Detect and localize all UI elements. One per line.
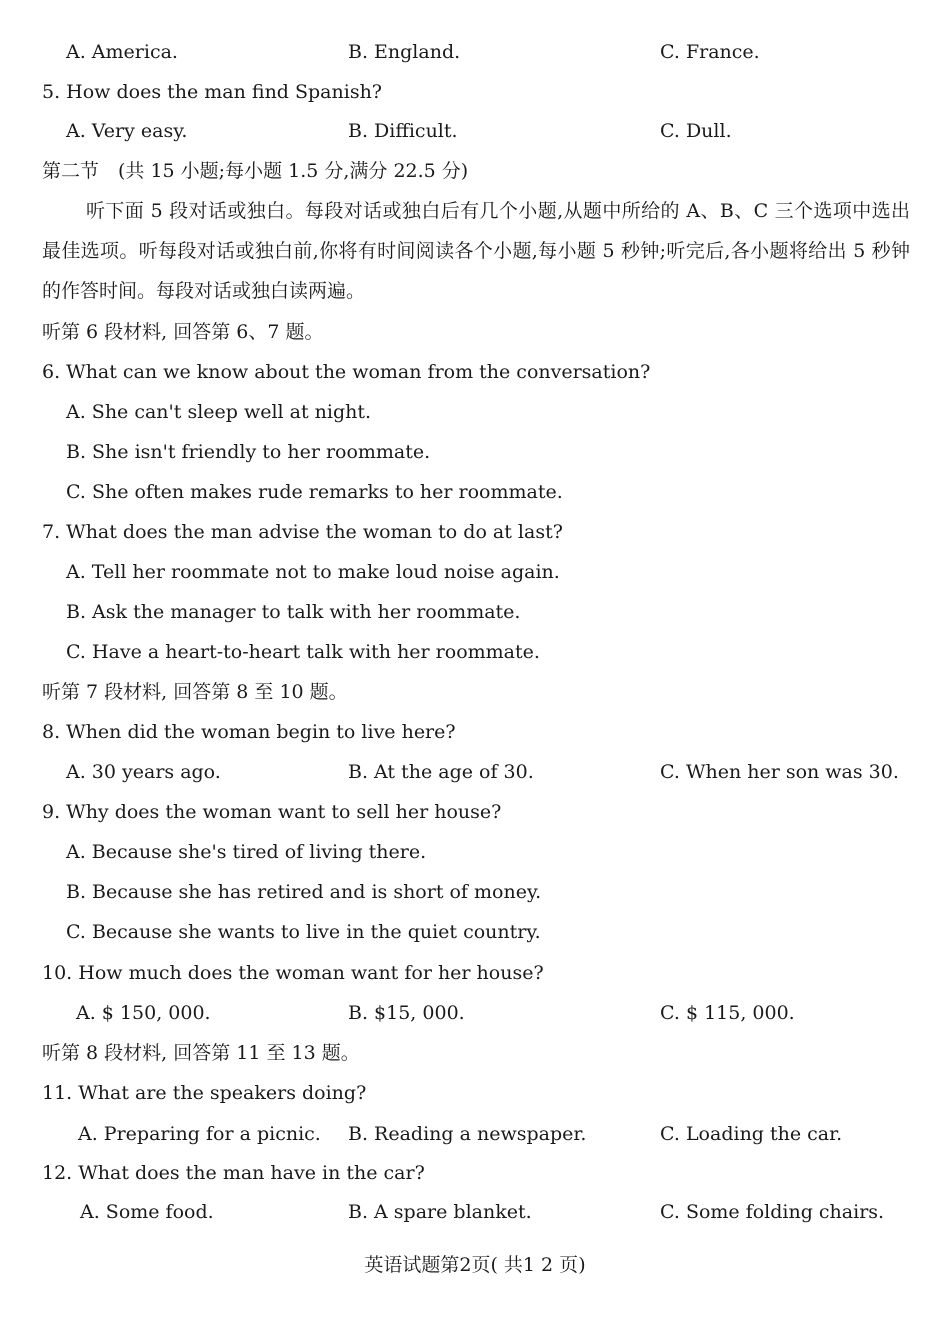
q9-option-c: C. Because she wants to live in the quiet country. bbox=[66, 921, 541, 943]
q7-option-c: C. Have a heart-to-heart talk with her roommate. bbox=[66, 641, 540, 663]
question-5: 5. How does the man find Spanish? bbox=[42, 81, 382, 103]
q10-option-c: C. $ 115, 000. bbox=[660, 1002, 795, 1024]
question-7: 7. What does the man advise the woman to do at last? bbox=[42, 521, 563, 543]
question-8: 8. When did the woman begin to live here? bbox=[42, 721, 456, 743]
q8-option-b: B. At the age of 30. bbox=[348, 761, 534, 783]
q11-option-a: A. Preparing for a picnic. bbox=[78, 1123, 321, 1145]
q8-option-a: A. 30 years ago. bbox=[66, 761, 221, 783]
q5-option-b: B. Difficult. bbox=[348, 120, 458, 142]
q7-option-b: B. Ask the manager to talk with her roommate. bbox=[66, 601, 521, 623]
q4-option-c: C. France. bbox=[660, 41, 760, 63]
q6-option-a: A. She can't sleep well at night. bbox=[66, 401, 372, 423]
section-2-title: 第二节 (共 15 小题;每小题 1.5 分,满分 22.5 分) bbox=[42, 160, 469, 182]
question-9: 9. Why does the woman want to sell her house? bbox=[42, 801, 502, 823]
question-12: 12. What does the man have in the car? bbox=[42, 1162, 425, 1184]
passage-7-heading: 听第 7 段材料, 回答第 8 至 10 题。 bbox=[42, 681, 348, 703]
q11-option-b: B. Reading a newspaper. bbox=[348, 1123, 587, 1145]
q12-option-b: B. A spare blanket. bbox=[348, 1201, 532, 1223]
q11-option-c: C. Loading the car. bbox=[660, 1123, 843, 1145]
question-6: 6. What can we know about the woman from the conversation? bbox=[42, 361, 651, 383]
page-footer: 英语试题第2页( 共1 2 页) bbox=[364, 1254, 586, 1276]
q7-option-a: A. Tell her roommate not to make loud noise again. bbox=[66, 561, 560, 583]
question-11: 11. What are the speakers doing? bbox=[42, 1082, 367, 1104]
q6-option-c: C. She often makes rude remarks to her roommate. bbox=[66, 481, 563, 503]
q9-option-b: B. Because she has retired and is short of money. bbox=[66, 881, 542, 903]
q6-option-b: B. She isn't friendly to her roommate. bbox=[66, 441, 431, 463]
q4-option-b: B. England. bbox=[348, 41, 461, 63]
section-2-instructions: 听下面 5 段对话或独白。每段对话或独白后有几个小题,从题中所给的 A、B、C 三个选项中选出最佳选项。听每段对话或独白前,你将有时间阅读各个小题,每小题 5 秒钟;听完后,各小题将给出 5 秒钟的作答时间。每段对话或独白读两遍。 bbox=[42, 200, 910, 302]
q8-option-c: C. When her son was 30. bbox=[660, 761, 899, 783]
q5-option-a: A. Very easy. bbox=[66, 120, 188, 142]
q10-option-b: B. $15, 000. bbox=[348, 1002, 465, 1024]
q5-option-c: C. Dull. bbox=[660, 120, 732, 142]
q4-option-a: A. America. bbox=[66, 41, 178, 63]
passage-8-heading: 听第 8 段材料, 回答第 11 至 13 题。 bbox=[42, 1042, 360, 1064]
q12-option-c: C. Some folding chairs. bbox=[660, 1201, 885, 1223]
q12-option-a: A. Some food. bbox=[80, 1201, 214, 1223]
q10-option-a: A. $ 150, 000. bbox=[76, 1002, 211, 1024]
question-10: 10. How much does the woman want for her house? bbox=[42, 962, 544, 984]
passage-6-heading: 听第 6 段材料, 回答第 6、7 题。 bbox=[42, 321, 324, 343]
q9-option-a: A. Because she's tired of living there. bbox=[66, 841, 427, 863]
